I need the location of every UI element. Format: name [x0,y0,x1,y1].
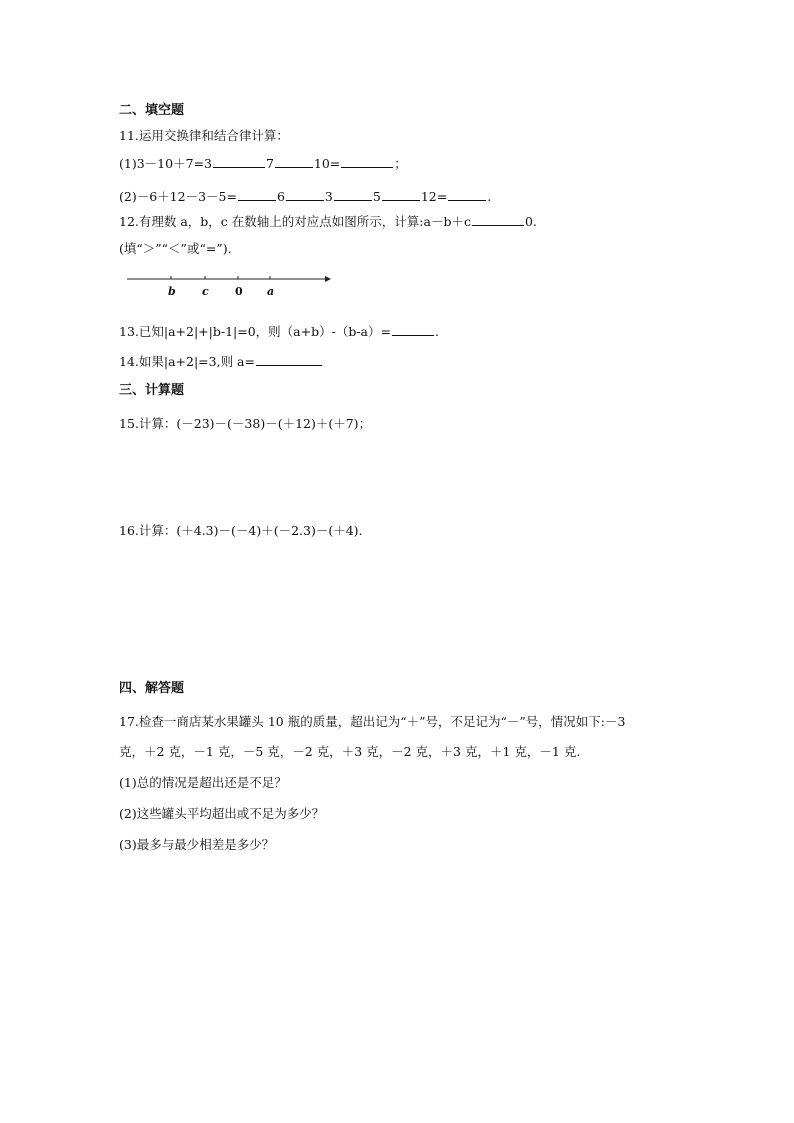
answer-blank[interactable] [448,188,486,201]
section-heading-fill-in: 二、填空题 [119,103,185,118]
answer-blank[interactable] [334,188,372,201]
q13-end: . [435,324,439,339]
q11-title: 11.运用交换律和结合律计算： [119,128,289,143]
label-zero: 0 [235,285,243,298]
number-line-arrow-icon [325,276,331,282]
label-a: a [267,285,275,298]
q12-text [119,213,537,231]
answer-blank[interactable] [275,155,313,168]
answer-blank[interactable] [341,155,393,168]
answer-blank[interactable] [238,188,276,201]
answer-blank[interactable] [256,353,322,366]
q16-text: 16.计算：(＋4.3)－(－4)＋(－2.3)－(＋4). [119,523,363,538]
answer-blank[interactable] [213,155,265,168]
q11-p1-text-c: 10= [313,156,341,171]
q11-p2-end: . [487,189,492,204]
q11-p2-text-a: (2)－6＋12－3－5= [119,189,237,204]
q11-p1-text-b: 7 [265,156,274,171]
number-line-figure [125,268,335,308]
q11-p1-end: ； [394,156,407,171]
q11-part2 [119,188,491,206]
q17-line2: 克，＋2 克，－1 克，－5 克，－2 克，＋3 克，－2 克，＋3 克，＋1 克，－1 克. [119,744,581,759]
q14-text [119,353,323,371]
q11-p2-text-d: 5 [372,189,381,204]
label-b: b [168,285,176,298]
q12-hint: (填“＞”“＜”或“=”). [119,241,232,256]
answer-blank[interactable] [286,188,324,201]
q17-sub1: (1)总的情况是超出还是不足？ [119,775,287,790]
q14-text-a: 14.如果|a+2|=3,则 a= [119,354,255,369]
answer-blank[interactable] [382,188,420,201]
q11-p2-text-e: 12= [420,189,448,204]
q11-part1 [119,155,407,173]
answer-blank[interactable] [472,213,524,226]
answer-blank[interactable] [392,323,434,336]
q11-p2-text-c: 3 [324,189,333,204]
q13-text-a: 13.已知|a+2|+|b-1|=0，则（a+b）-（b-a）= [119,324,391,339]
q15-text: 15.计算：(－23)－(－38)－(＋12)＋(＋7)； [119,416,372,431]
section-heading-calc: 三、计算题 [119,383,185,398]
label-c: c [202,285,209,298]
q17-line1: 17.检查一商店某水果罐头 10 瓶的质量，超出记为“＋”号，不足记为“－”号，情况如下:－3 [119,714,626,729]
q13-text [119,323,439,341]
q17-sub3: (3)最多与最少相差是多少？ [119,837,275,852]
q12-text-a: 12.有理数 a，b，c 在数轴上的对应点如图所示，计算:a－b＋c [119,214,471,229]
q12-text-b: 0. [524,214,537,229]
q11-p1-text-a: (1)3－10＋7=3 [119,156,212,171]
section-heading-answer: 四、解答题 [119,681,185,696]
q11-p2-text-b: 6 [276,189,285,204]
q17-sub2: (2)这些罐头平均超出或不足为多少？ [119,806,325,821]
